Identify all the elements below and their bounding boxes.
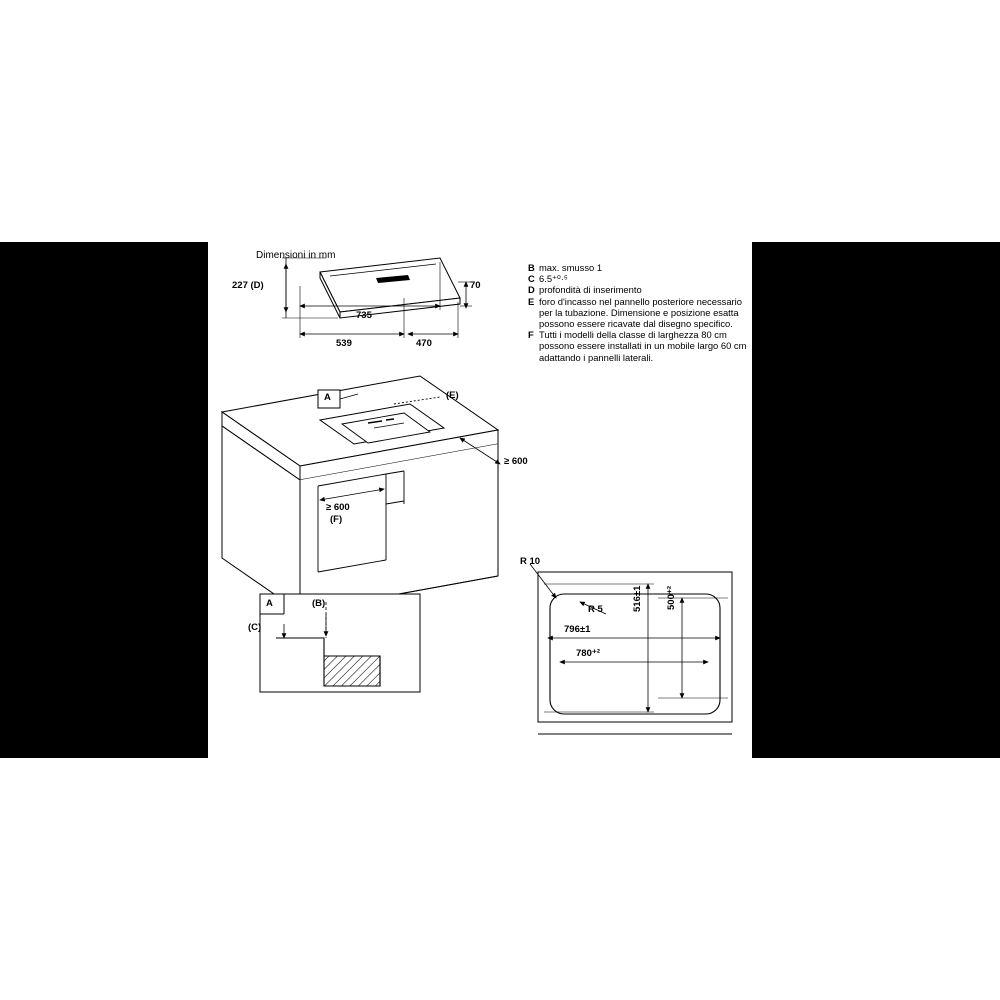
label-227-d: 227 (D) bbox=[232, 280, 264, 291]
label-70: 70 bbox=[470, 280, 481, 291]
legend-key: B bbox=[528, 262, 535, 273]
legend-key: C bbox=[528, 273, 535, 285]
label-width-min: ≥ 600 bbox=[326, 502, 350, 513]
detail-a-marker: A bbox=[266, 598, 273, 609]
label-r10: R 10 bbox=[520, 556, 541, 567]
label-516: 516±1 bbox=[632, 585, 643, 612]
legend-text: Tutti i modelli della classe di larghezza 80 cm possono essere installati in un mobile largo 60 cm adattando i pannelli laterali. bbox=[539, 329, 747, 363]
technical-drawing-canvas bbox=[208, 242, 752, 758]
legend-key: F bbox=[528, 329, 534, 341]
legend-text: 6.5⁺⁰·⁵ bbox=[539, 273, 568, 285]
label-796: 796±1 bbox=[564, 624, 591, 635]
legend-text: foro d'incasso nel pannello posteriore necessario per la tubazione. Dimensione e posizione esatta possono essere ricavate dal disegno specifico. bbox=[539, 295, 742, 330]
label-r5: R 5 bbox=[588, 604, 603, 615]
legend-text: profondità di inserimento bbox=[539, 284, 642, 296]
legend-text: max. smusso 1 bbox=[539, 262, 603, 273]
marker-a-cabinet: A bbox=[324, 392, 331, 403]
letterbox-right bbox=[752, 242, 1000, 758]
legend-key: E bbox=[528, 295, 535, 307]
label-depth-min: ≥ 600 bbox=[504, 456, 528, 467]
drawing-vectors bbox=[208, 242, 752, 758]
detail-a-label-c: (C) bbox=[248, 622, 262, 633]
label-500: 500⁺² bbox=[666, 585, 677, 610]
marker-f: (F) bbox=[330, 514, 343, 525]
label-780: 780⁺² bbox=[576, 648, 601, 659]
label-470: 470 bbox=[416, 338, 432, 349]
letterbox-left bbox=[0, 242, 208, 758]
label-735: 735 bbox=[356, 310, 372, 321]
marker-e: (E) bbox=[446, 390, 459, 401]
detail-a-label-b: (B) bbox=[312, 598, 326, 609]
label-539: 539 bbox=[336, 338, 352, 349]
legend-key: D bbox=[528, 284, 535, 296]
drawing-title: Dimensioni in mm bbox=[256, 250, 336, 261]
